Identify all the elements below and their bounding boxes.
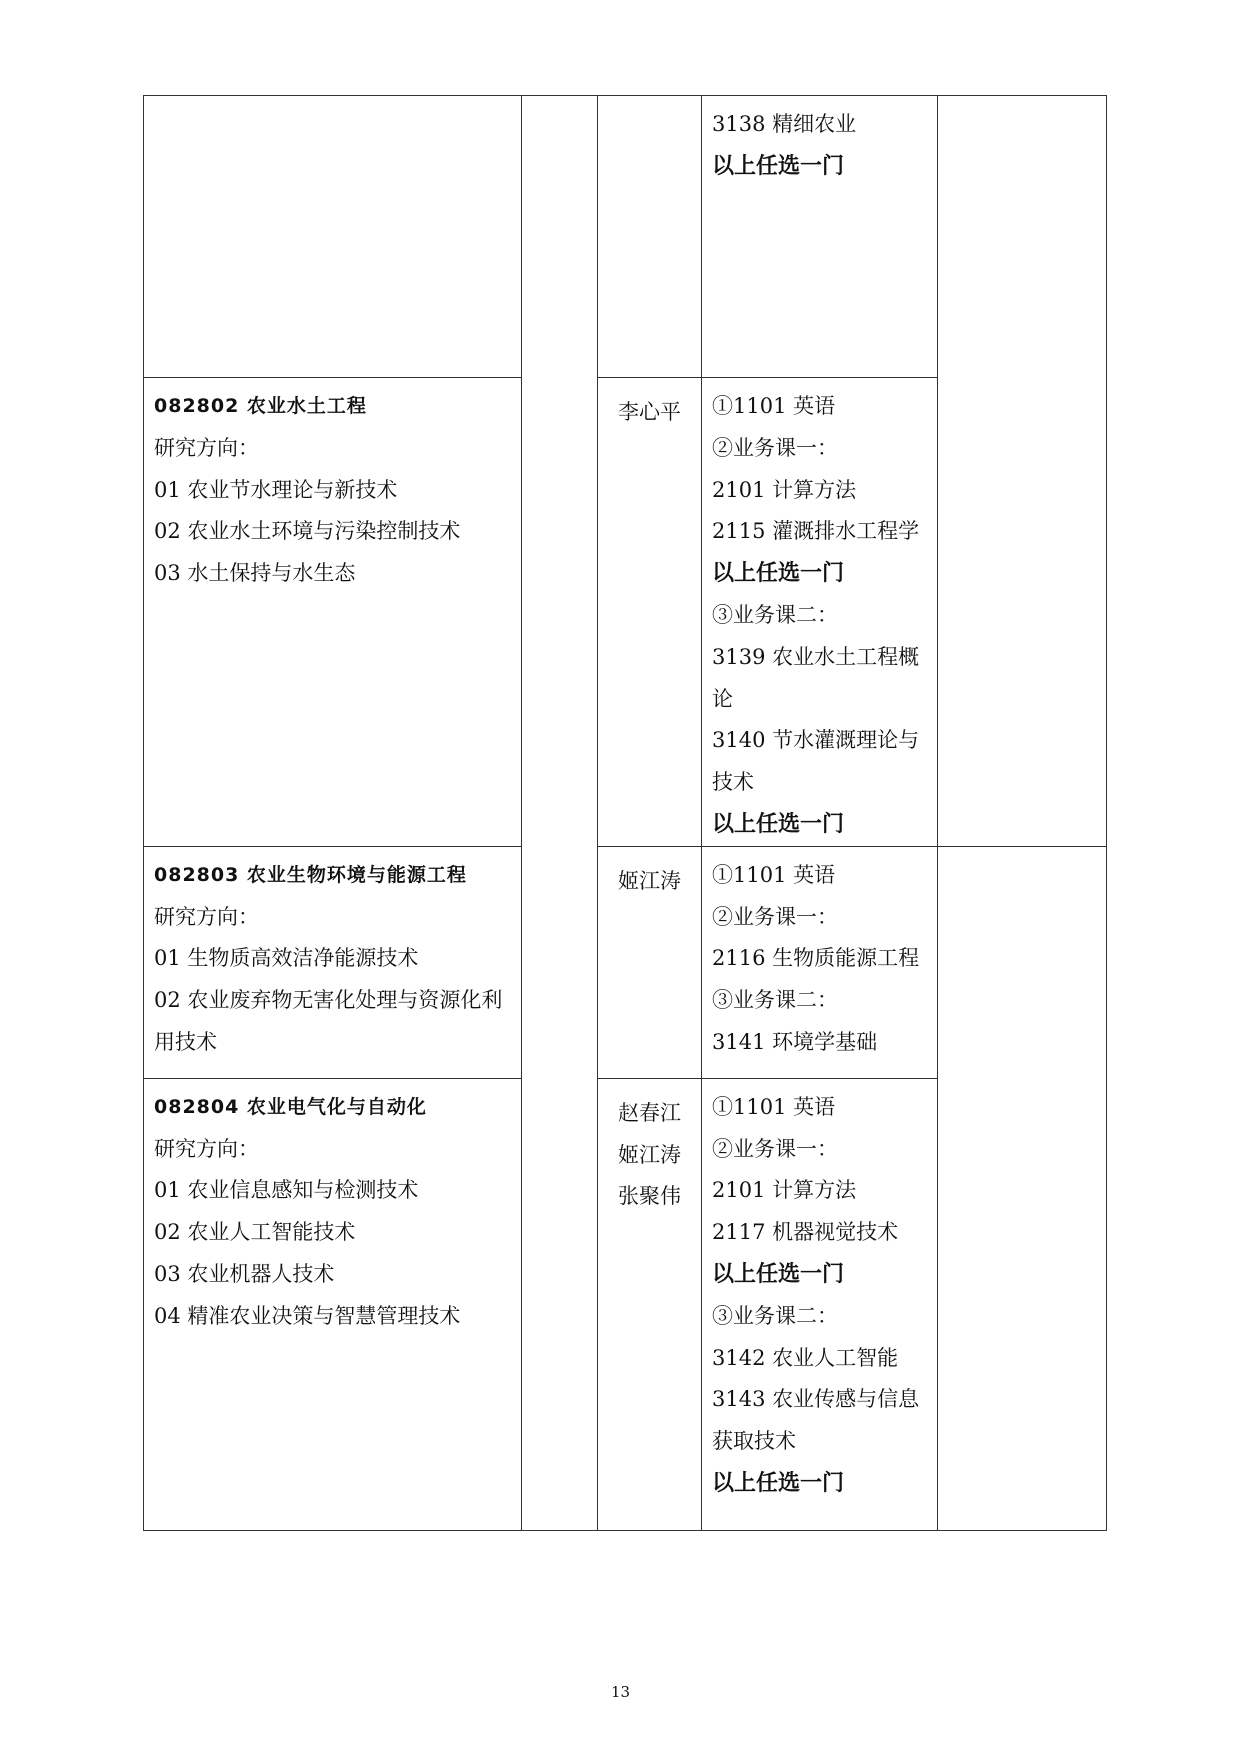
exam-subject: ③业务课二：: [712, 602, 838, 627]
table-row: [144, 846, 1107, 1078]
exam-subject: 2116 生物质能源工程: [712, 946, 920, 971]
exam-subject: 3141 环境学基础: [712, 1029, 878, 1054]
major-info: [144, 1079, 521, 1338]
major-info: [144, 847, 521, 1064]
tutor-cell: [598, 1078, 702, 1530]
exam-subject: ②业务课一：: [712, 904, 838, 929]
tutor-list: [598, 1079, 701, 1218]
major-heading: 082802 农业水土工程: [154, 395, 367, 417]
exam-cell: [702, 378, 938, 847]
exam-subjects: [702, 96, 937, 188]
exam-subject: ②业务课一：: [712, 435, 838, 460]
research-direction: 02 农业水土环境与污染控制技术: [154, 519, 461, 544]
tutor-name: 姬江涛: [618, 868, 681, 893]
research-direction: 02 农业人工智能技术: [154, 1220, 356, 1245]
exam-subjects: [702, 378, 937, 846]
tutor-name: 赵春江: [618, 1100, 681, 1125]
blank-column-cell: [522, 96, 598, 1531]
tutor-name: 姬江涛: [618, 1142, 681, 1167]
research-direction: 04 精准农业决策与智慧管理技术: [154, 1303, 461, 1328]
tutor-cell: [598, 846, 702, 1078]
major-info: [144, 96, 521, 104]
research-direction: 03 水土保持与水生态: [154, 561, 356, 586]
tutor-name: 张聚伟: [618, 1184, 681, 1209]
selection-note: 以上任选一门: [712, 811, 845, 837]
major-cell: [144, 1078, 522, 1530]
admissions-table: [143, 95, 1107, 1531]
directions-label: 研究方向：: [154, 435, 259, 460]
exam-subject: ①1101 英语: [712, 1094, 836, 1119]
exam-subject: ①1101 英语: [712, 862, 836, 887]
selection-note: 以上任选一门: [712, 1470, 845, 1496]
exam-cell: [702, 96, 938, 378]
major-info: [144, 378, 521, 595]
exam-subject: 获取技术: [712, 1429, 796, 1454]
exam-subject: 3143 农业传感与信息: [712, 1387, 920, 1412]
tutor-cell: [598, 378, 702, 847]
exam-subjects: [702, 847, 937, 1064]
exam-subject: 2101 计算方法: [712, 1178, 857, 1203]
major-cell: [144, 378, 522, 847]
exam-subject: 3138 精细农业: [712, 112, 857, 136]
major-cell: [144, 96, 522, 378]
tutor-list: [598, 378, 701, 434]
research-direction: 01 农业信息感知与检测技术: [154, 1178, 419, 1203]
major-cell: [144, 846, 522, 1078]
selection-note: 以上任选一门: [712, 153, 845, 179]
exam-subjects: [702, 1079, 937, 1505]
research-direction: 03 农业机器人技术: [154, 1261, 335, 1286]
exam-subject: ②业务课一：: [712, 1136, 838, 1161]
research-direction: 01 生物质高效洁净能源技术: [154, 946, 419, 971]
exam-subject: 2117 机器视觉技术: [712, 1220, 899, 1245]
tutor-cell: [598, 96, 702, 378]
research-direction: 01 农业节水理论与新技术: [154, 477, 398, 502]
tutor-name: 李心平: [618, 400, 681, 424]
exam-subject: ③业务课二：: [712, 1303, 838, 1328]
exam-cell: [702, 1078, 938, 1530]
exam-subject: ③业务课二：: [712, 988, 838, 1013]
exam-subject: 3139 农业水土工程概: [712, 644, 920, 669]
remarks-cell: [938, 96, 1107, 847]
tutor-list: [598, 96, 701, 110]
exam-subject: 3140 节水灌溉理论与: [712, 728, 920, 753]
exam-subject: 2115 灌溉排水工程学: [712, 519, 920, 544]
selection-note: 以上任选一门: [712, 561, 845, 587]
remarks-cell: [938, 846, 1107, 1530]
table-row: [144, 96, 1107, 378]
selection-note: 以上任选一门: [712, 1261, 845, 1287]
exam-subject: 技术: [712, 770, 754, 795]
major-heading: 082803 农业生物环境与能源工程: [154, 863, 467, 886]
exam-subject: 论: [712, 686, 733, 711]
exam-subject: 3142 农业人工智能: [712, 1345, 899, 1370]
directions-label: 研究方向：: [154, 1136, 259, 1161]
exam-subject: ①1101 英语: [712, 394, 836, 418]
exam-subject: 2101 计算方法: [712, 477, 857, 502]
tutor-list: [598, 847, 701, 903]
page-number: 13: [610, 1683, 631, 1701]
directions-label: 研究方向：: [154, 904, 259, 929]
research-direction: 02 农业废弃物无害化处理与资源化利用技术: [154, 988, 503, 1054]
exam-cell: [702, 846, 938, 1078]
major-heading: 082804 农业电气化与自动化: [154, 1095, 427, 1118]
